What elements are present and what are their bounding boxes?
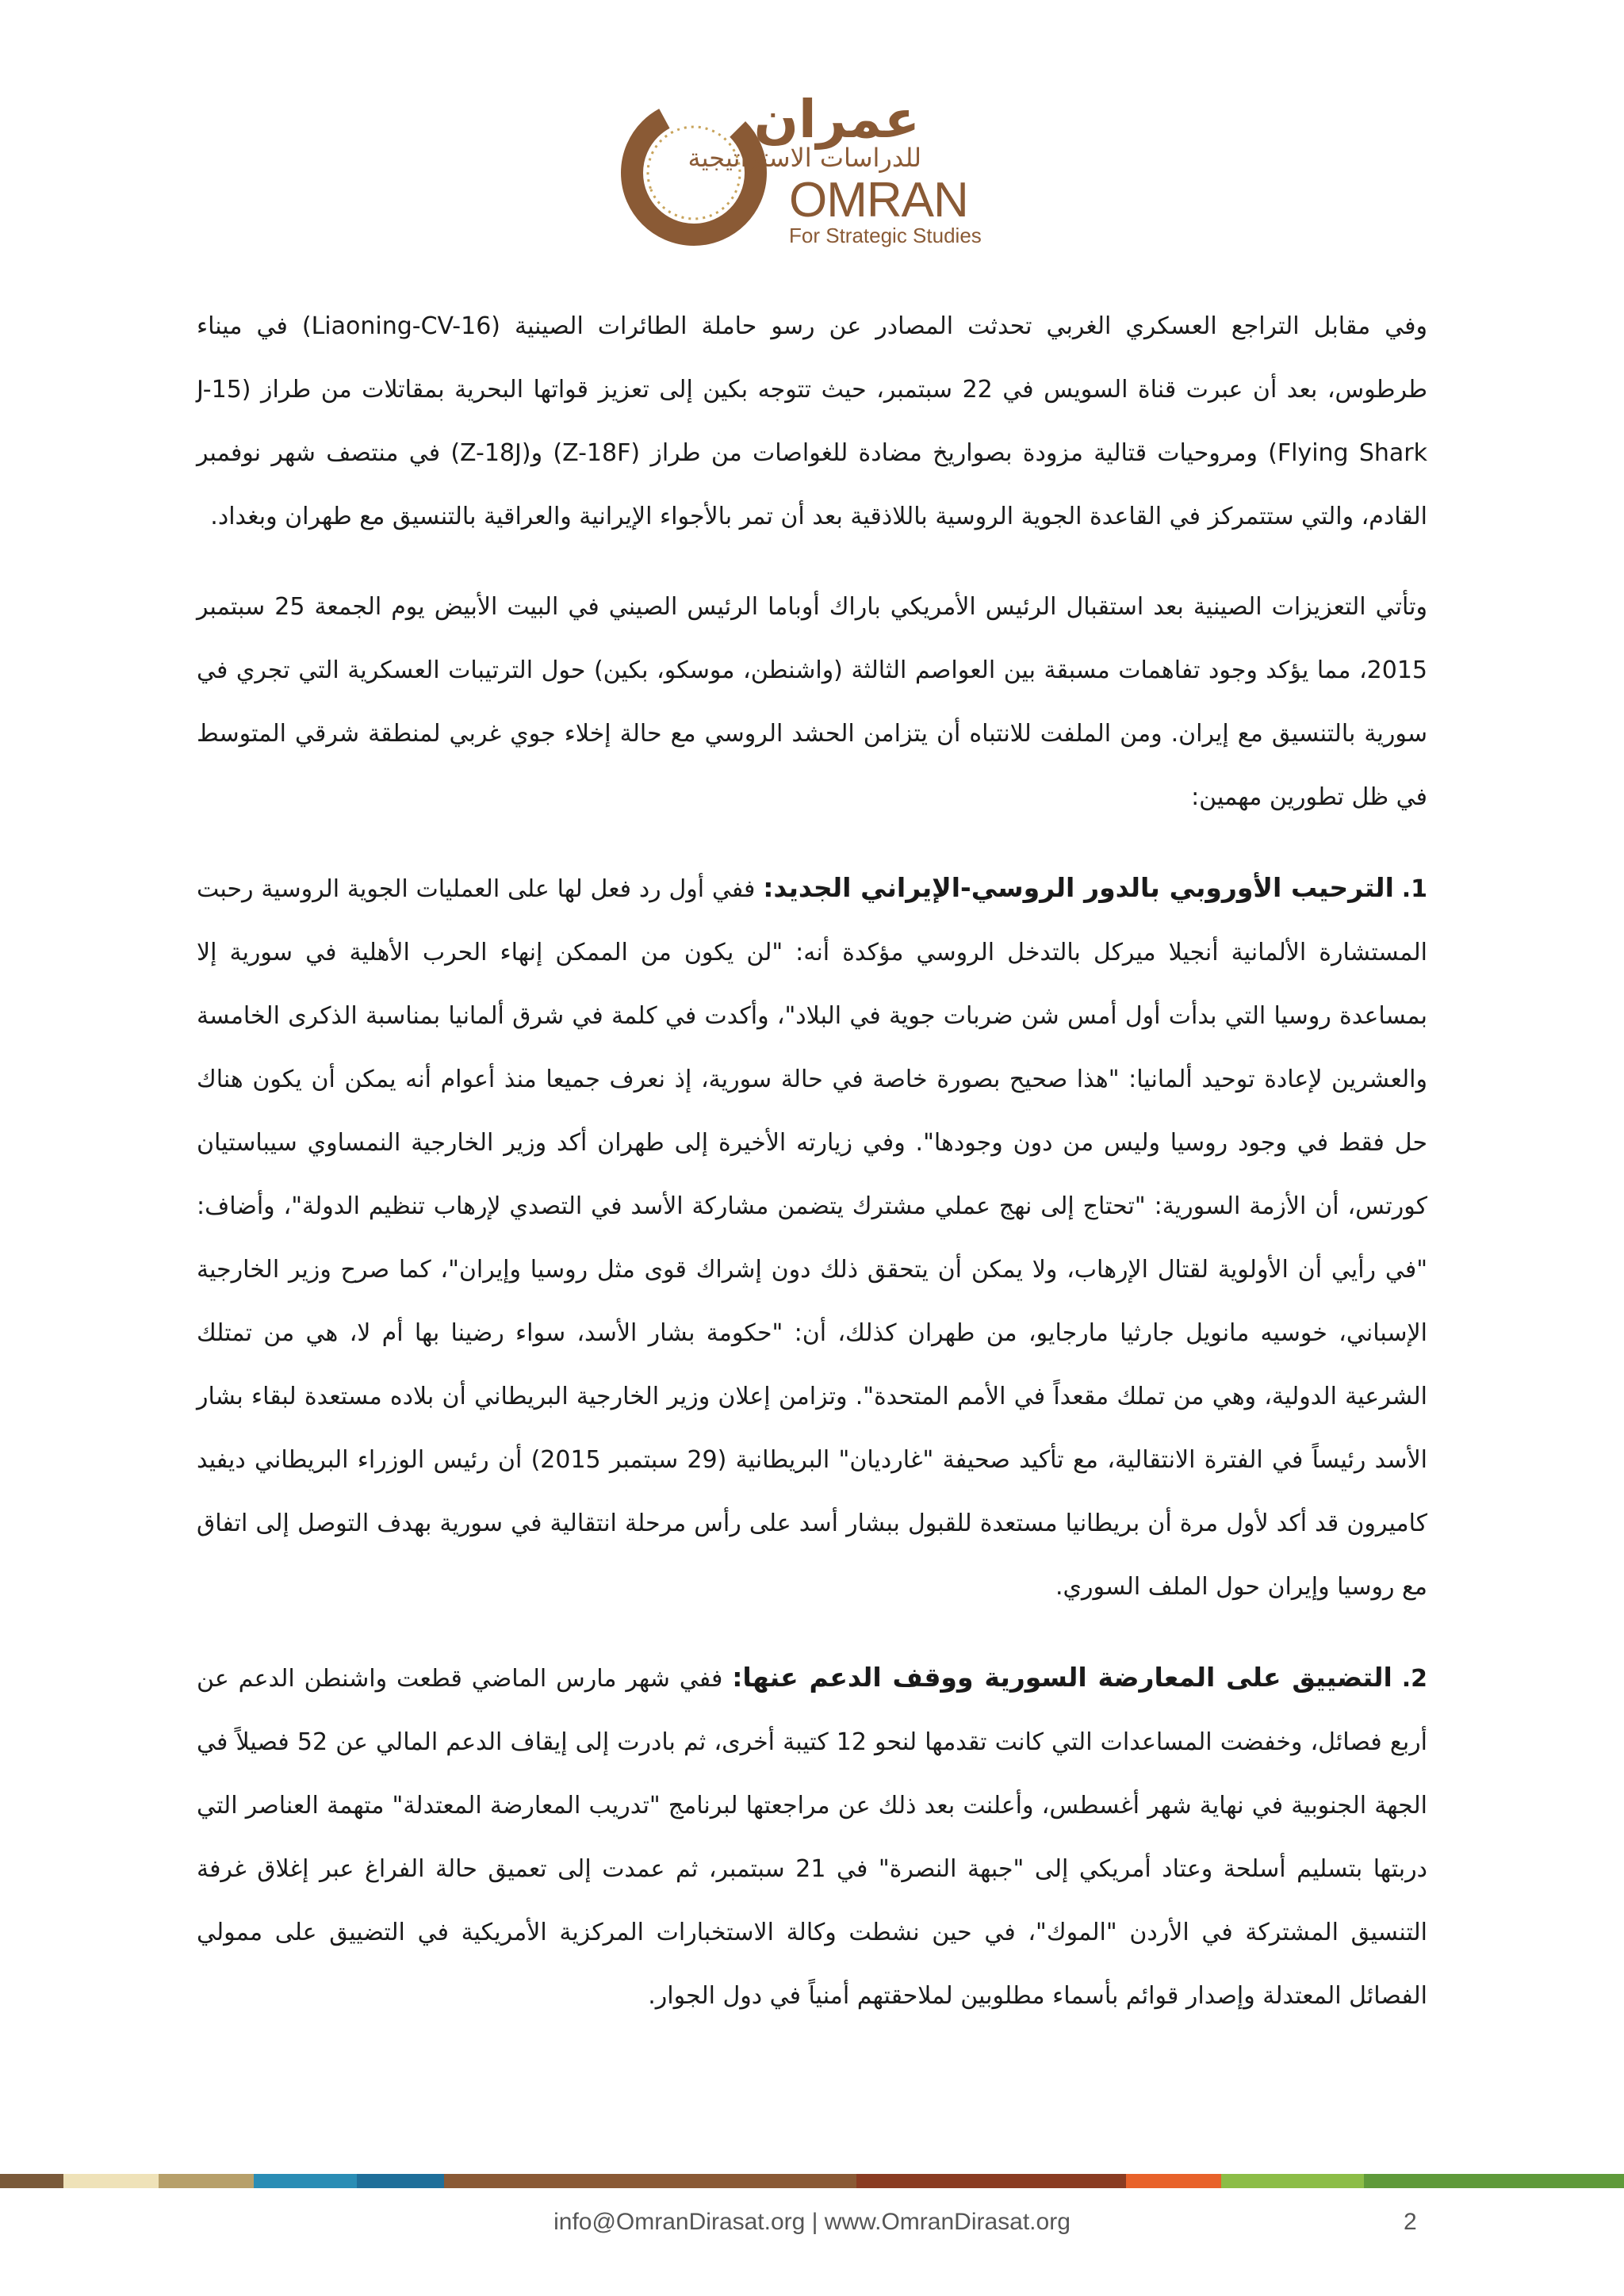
- item-text: ففي شهر مارس الماضي قطعت واشنطن الدعم عن أربع فصائل، وخفضت المساعدات التي كانت تقدمها لنحو 12 كتيبة أخرى، ثم بادرت إلى إيقاف الدعم المالي عن 52 فصيلاً في الجهة الجنوبية في نهاية شهر أغسطس، وأعلنت بعد ذلك عن مراجعتها لبرنامج "تدريب المعارضة المعتدلة" متهمة العناصر التي دربتها بتسليم أسلحة وعتاد أمريكي إلى "جبهة النصرة" في 21 سبتمبر، ثم عمدت إلى تعميق حالة الفراغ عبر إغلاق غرفة التنسيق المشتركة في الأردن "الموك"، في حين نشطت وكالة الاستخبارات المركزية الأمريكية في التضييق على ممولي الفصائل المعتدلة وإصدار قوائم بأسماء مطلوبين لملاحقتهم أمنياً في دول الجوار.: [197, 1665, 1427, 2010]
- footer-stripe-segment: [357, 2174, 444, 2188]
- page-number: 2: [1404, 2209, 1417, 2235]
- numbered-item-1: [197, 856, 1427, 1619]
- footer-stripe-segment: [159, 2174, 254, 2188]
- omran-logo: [619, 89, 1031, 252]
- logo-english-title: OMRAN: [789, 173, 968, 228]
- paragraph-chinese-reinforcements: وتأتي التعزيزات الصينية بعد استقبال الرئيس الأمريكي باراك أوباما الرئيس الصيني في البيت الأبيض يوم الجمعة 25 سبتمبر 2015، مما يؤكد وجود تفاهمات مسبقة بين العواصم الثالثة (واشنطن، موسكو، بكين) حول الترتيبات العسكرية التي تجري في سورية بالتنسيق مع إيران. ومن الملفت للانتباه أن يتزامن الحشد الروسي مع حالة إخلاء جوي غربي لمنطقة شرقي المتوسط في ظل تطورين مهمين:: [197, 593, 1427, 811]
- article-body: [197, 295, 1427, 2028]
- footer-stripe-segment: [1126, 2174, 1221, 2188]
- logo-english-subtitle: For Strategic Studies: [789, 224, 982, 247]
- footer-stripe-segment: [444, 2174, 856, 2188]
- footer-stripe-segment: [856, 2174, 1126, 2188]
- footer-color-stripe: [0, 2174, 1624, 2188]
- footer-stripe-segment: [254, 2174, 357, 2188]
- item-number: 1.: [1401, 875, 1427, 903]
- item-number: 2.: [1401, 1665, 1427, 1693]
- footer-stripe-segment: [1364, 2174, 1624, 2188]
- item-heading: التضييق على المعارضة السورية ووقف الدعم عنها:: [732, 1662, 1392, 1693]
- logo-arabic-subtitle: للدراسات الاستراتيجية: [688, 143, 921, 173]
- footer-stripe-segment: [1221, 2174, 1364, 2188]
- numbered-item-2: [197, 1646, 1427, 2028]
- logo-arabic-title: عمران: [753, 89, 920, 150]
- item-heading: الترحيب الأوروبي بالدور الروسي-الإيراني الجديد:: [763, 872, 1394, 903]
- item-text: ففي أول رد فعل لها على العمليات الجوية الروسية رحبت المستشارة الألمانية أنجيلا ميركل بالتدخل الروسي مؤكدة أنه: "لن يكون من الممكن إنهاء الحرب الأهلية في سورية إلا بمساعدة روسيا التي بدأت أول أمس شن ضربات جوية في البلاد"، وأكدت في كلمة في شرق ألمانيا بمناسبة الذكرى الخامسة والعشرين لإعادة توحيد ألمانيا: "هذا صحيح بصورة خاصة في حالة سورية، إذ نعرف جميعا منذ أعوام أنه يمكن أن يكون هناك حل فقط في وجود روسيا وليس من دون وجودها". وفي زيارته الأخيرة إلى طهران أكد وزير الخارجية النمساوي سيباستيان كورتس، أن الأزمة السورية: "تحتاج إلى نهج عملي مشترك يتضمن مشاركة الأسد في التصدي لإرهاب تنظيم الدولة"، وأضاف: "في رأيي أن الأولوية لقتال الإرهاب، ولا يمكن أن يتحقق ذلك دون إشراك قوى مثل روسيا وإيران"، كما صرح وزير الخارجية الإسباني، خوسيه مانويل جارثيا مارجايو، من طهران كذلك، أن: "حكومة بشار الأسد، سواء رضينا بها أم لا، هي من تمتلك الشرعية الدولية، وهي من تملك مقعداً في الأمم المتحدة". وتزامن إعلان وزير الخارجية البريطاني أن بلاده مستعدة لبقاء بشار الأسد رئيساً في الفترة الانتقالية، مع تأكيد صحيفة "غارديان" البريطانية (29 سبتمبر 2015) أن رئيس الوزراء البريطاني ديفيد كاميرون قد أكد لأول مرة أن بريطانيا مستعدة للقبول ببشار أسد على رأس مرحلة انتقالية في سورية بهدف التوصل إلى اتفاق مع روسيا وإيران حول الملف السوري.: [197, 875, 1428, 1601]
- footer-stripe-segment: [63, 2174, 159, 2188]
- footer-stripe-segment: [0, 2174, 63, 2188]
- paragraph-chinese-carrier: وفي مقابل التراجع العسكري الغربي تحدثت المصادر عن رسو حاملة الطائرات الصينية (Liaoning-CV-16) في ميناء طرطوس، بعد أن عبرت قناة السويس في 22 سبتمبر، حيث تتوجه بكين إلى تعزيز قواتها البحرية بمقاتلات من طراز (J-15 Flying Shark) ومروحيات قتالية مزودة بصواريخ مضادة للغواصات من طراز (Z-18F) و(Z-18J) في منتصف شهر نوفمبر القادم، والتي ستتمركز في القاعدة الجوية الروسية باللاذقية بعد أن تمر بالأجواء الإيرانية والعراقية بالتنسيق مع طهران وبغداد.: [197, 312, 1428, 530]
- footer-contact: info@OmranDirasat.org | www.OmranDirasat.org: [553, 2209, 1071, 2235]
